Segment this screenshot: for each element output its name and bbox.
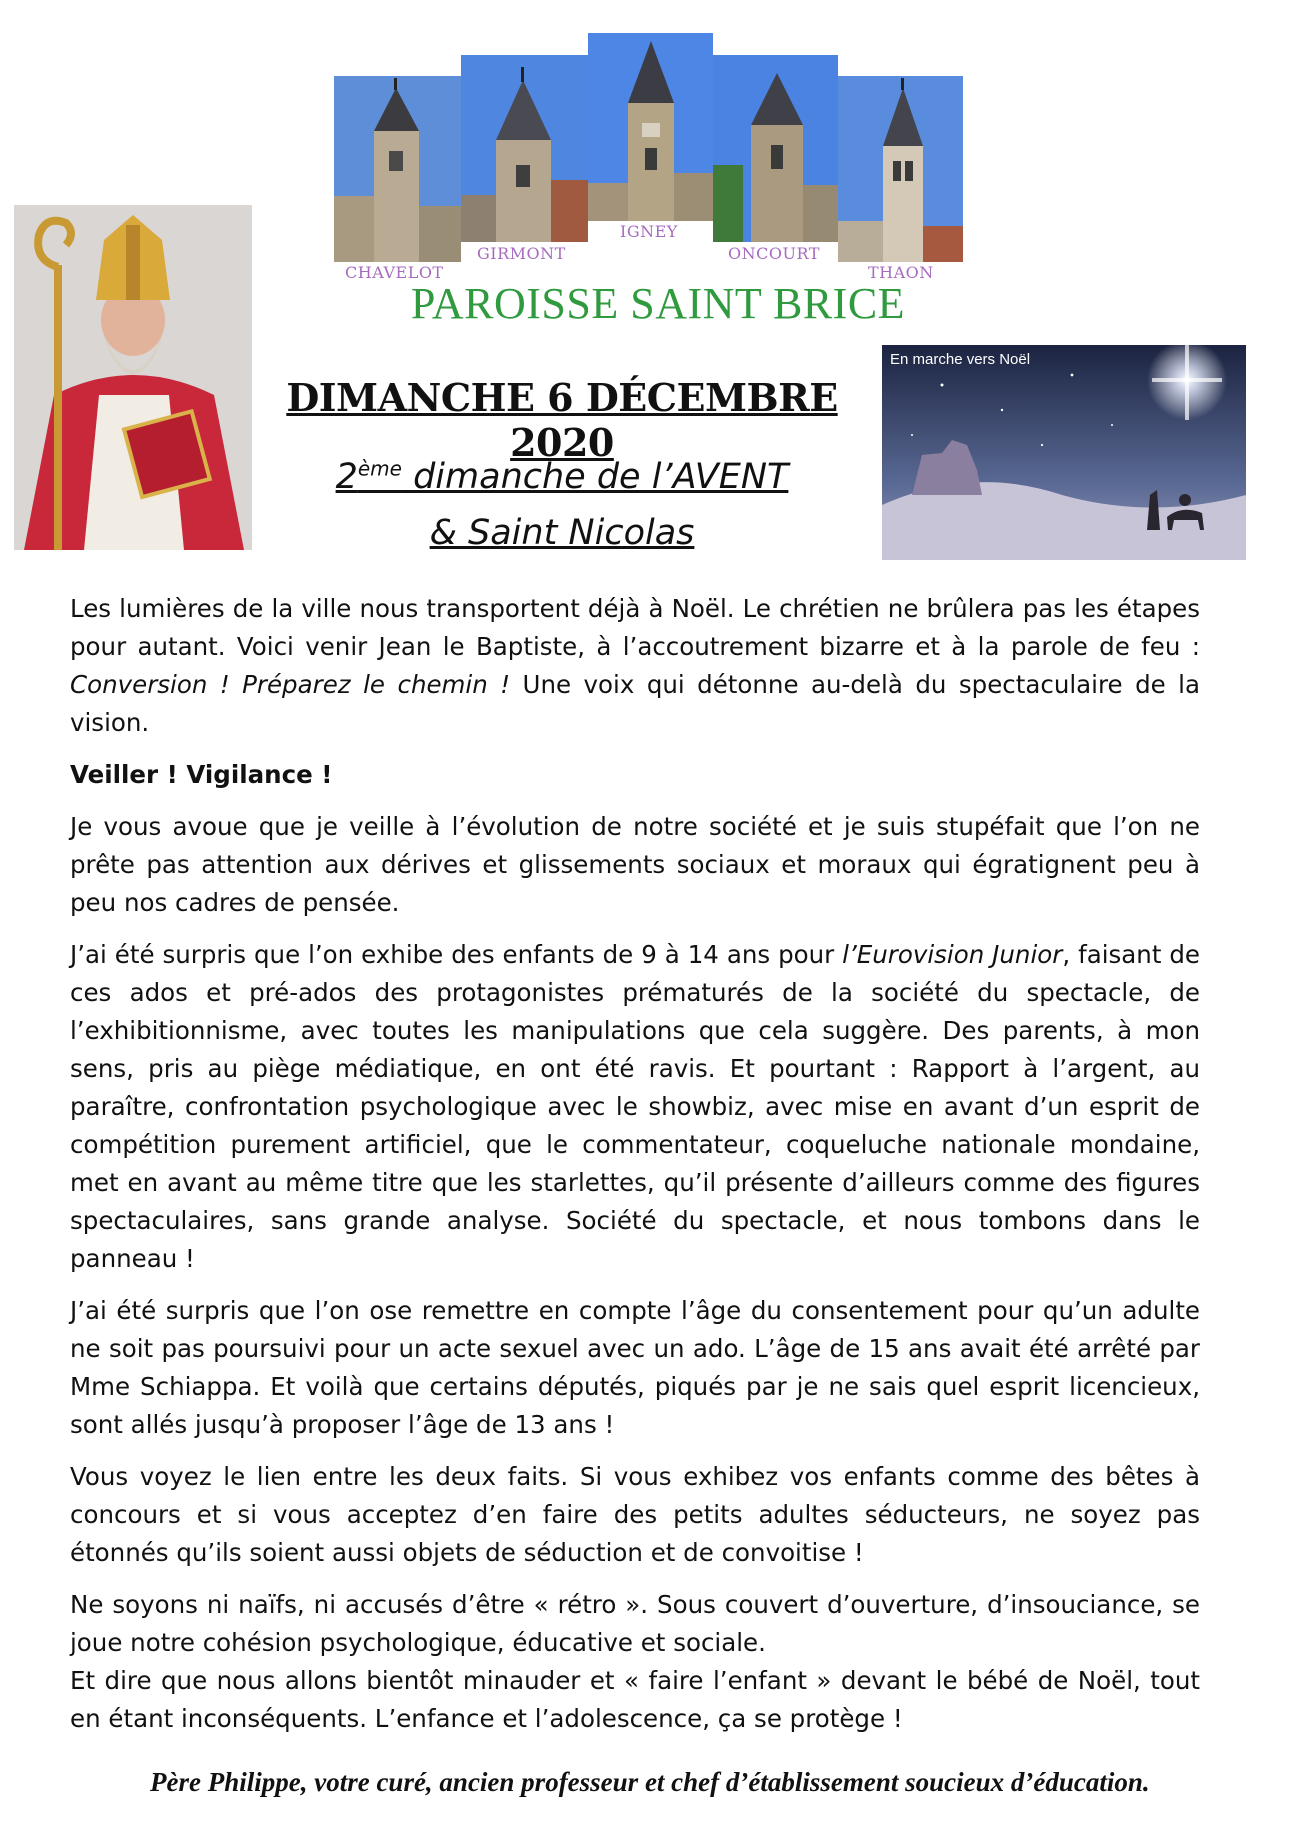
- church-photo-igney: [588, 33, 713, 221]
- nativity-journey-night-icon: [882, 345, 1246, 560]
- church-label-thaon: THAON: [868, 263, 934, 282]
- church-chavelot-icon: [334, 76, 461, 262]
- church-label-igney: IGNEY: [620, 222, 678, 241]
- advent-night-image: [882, 345, 1246, 560]
- church-label-oncourt: ONCOURT: [728, 244, 820, 263]
- church-label-chavelot: CHAVELOT: [345, 263, 444, 282]
- paragraph-1: [70, 590, 1200, 742]
- saint-nicolas-image: [14, 205, 252, 550]
- saint-nicolas-statue-icon: [14, 205, 252, 550]
- church-igney-icon: [588, 33, 713, 221]
- paragraph-1-emphasis: Conversion ! Préparez le chemin !: [70, 670, 511, 699]
- subtitle-number: 2: [335, 456, 358, 497]
- church-label-girmont: GIRMONT: [477, 244, 566, 263]
- church-photo-oncourt: [713, 55, 838, 242]
- church-oncourt-icon: [713, 55, 838, 242]
- paragraph-1-part-a: Les lumières de la ville nous transportent déjà à Noël. Le chrétien ne brûlera pas les étapes pour autant. Voici venir Jean le Baptiste, à l’accoutrement bizarre et à la parole de feu :: [70, 594, 1200, 661]
- church-photo-chavelot: [334, 76, 461, 262]
- paragraph-1-part-b: Une voix qui détonne au-delà du spectaculaire de la vision.: [70, 670, 1200, 737]
- paragraph-3: [70, 936, 1200, 1278]
- paragraph-4: J’ai été surpris que l’on ose remettre en compte l’âge du consentement pour qu’un adulte ne soit pas poursuivi pour un acte sexuel avec un ado. L’âge de 15 ans avait été arrêté par Mme Schiappa. Et voilà que certains députés, piqués par je ne sais quel esprit licencieux, sont allés jusqu’à proposer l’âge de 13 ans !: [70, 1296, 1200, 1439]
- subtitle-line-1-text: dimanche de l’AVENT: [401, 456, 789, 497]
- paragraph-5: Vous voyez le lien entre les deux faits. Si vous exhibez vos enfants comme des bêtes à concours et si vous acceptez d’en faire des petits adultes séducteurs, ne soyez pas étonnés qu’ils soient aussi objets de séduction et de convoitise !: [70, 1462, 1200, 1567]
- church-photo-girmont: [461, 55, 588, 242]
- paragraph-7: Et dire que nous allons bientôt minauder et « faire l’enfant » devant le bébé de Noël, tout en étant inconséquents. L’enfance et l’adolescence, ça se protège !: [70, 1666, 1200, 1733]
- section-heading: Veiller ! Vigilance !: [70, 760, 333, 789]
- subtitle-line-1: [336, 457, 789, 497]
- parish-title: PAROISSE SAINT BRICE: [410, 279, 906, 328]
- church-girmont-icon: [461, 55, 588, 242]
- liturgical-subtitle: [262, 440, 862, 561]
- paragraph-3-part-a: J’ai été surpris que l’on exhibe des enfants de 9 à 14 ans pour: [70, 940, 843, 969]
- church-photo-thaon: [838, 76, 963, 262]
- date-title: DIMANCHE 6 DÉCEMBRE 2020: [286, 375, 838, 465]
- subtitle-superscript: ème: [357, 456, 402, 480]
- signature: Père Philippe, votre curé, ancien professeur et chef d’établissement soucieux d’éducation.: [150, 1767, 1150, 1797]
- article-body: [70, 590, 1200, 1752]
- advent-image-caption: En marche vers Noël: [890, 351, 1031, 368]
- paragraph-3-part-b: , faisant de ces ados et pré-ados des protagonistes prématurés de la société du spectacle, de l’exhibitionnisme, avec toutes les manipulations que cela suggère. Des parents, à mon sens, pris au piège médiatique, en ont été ravis. Et pourtant : Rapport à l’argent, au paraître, confrontation psychologique avec le showbiz, avec mise en avant d’un esprit de compétition purement artificiel, que le commentateur, coqueluche nationale mondaine, met en avant au même titre que les starlettes, qu’il présente d’ailleurs comme des figures spectaculaires, sans grande analyse. Société du spectacle, et nous tombons dans le panneau !: [70, 940, 1201, 1273]
- paragraph-3-emphasis: l’Eurovision Junior: [842, 940, 1063, 969]
- paragraph-6: Ne soyons ni naïfs, ni accusés d’être « rétro ». Sous couvert d’ouverture, d’insouciance, se joue notre cohésion psychologique, éducative et sociale.: [70, 1590, 1200, 1657]
- subtitle-line-2: & Saint Nicolas: [429, 512, 695, 553]
- paragraph-2: Je vous avoue que je veille à l’évolution de notre société et je suis stupéfait que l’on ne prête pas attention aux dérives et glissements sociaux et moraux qui égratignent peu à peu nos cadres de pensée.: [70, 812, 1200, 917]
- church-thaon-icon: [838, 76, 963, 262]
